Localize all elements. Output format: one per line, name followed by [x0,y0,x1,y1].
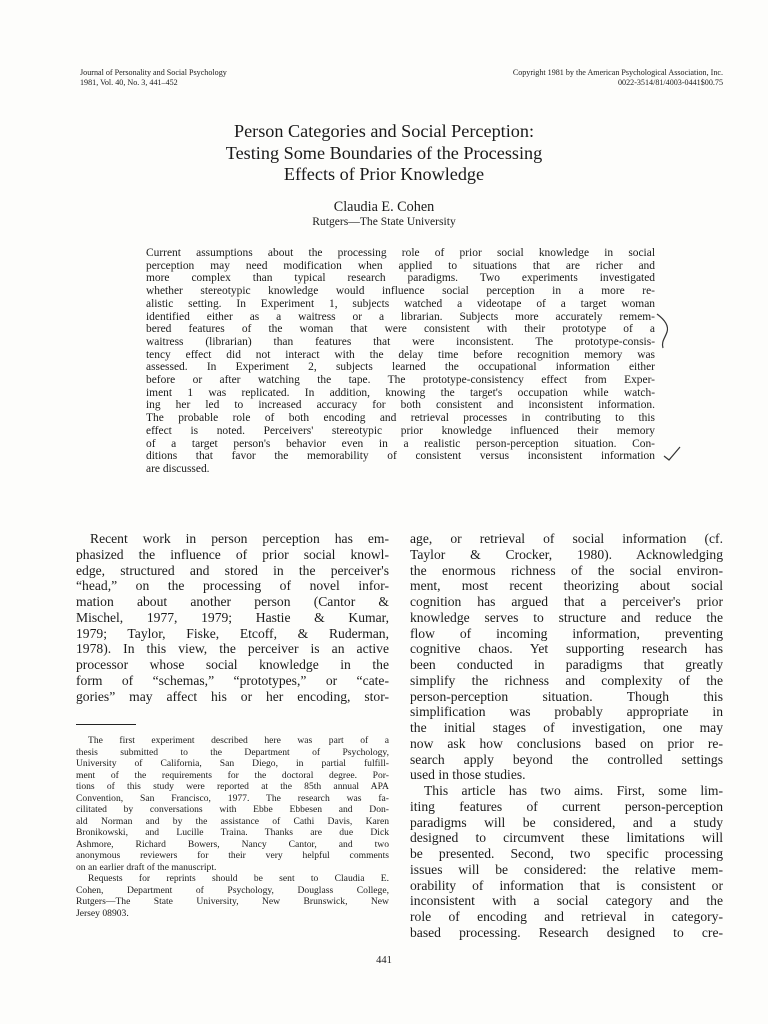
body-line: search apply beyond the controlled settings [410,751,723,767]
article-code: 0022-3514/81/4003-0441$00.75 [618,78,723,87]
abstract-line: perception may need modification when applied to situations that are richer and [146,259,655,272]
abstract-line: The probable role of both encoding and retrieval processes in contributing to this [146,412,655,425]
body-line: iting features of current person-perception [410,798,723,814]
footnote-line: Rutgers—The State University, New Brunswick, New [76,896,389,907]
body-line: the initial stages of investigation, one may [410,720,723,735]
article-title [100,121,668,186]
footnote-line: University of California, San Diego, in partial fulfill- [76,758,389,769]
body-line: 1979; Taylor, Fiske, Etcoff, & Ruderman, [76,625,389,641]
footnote-line: anonymous reviewers for their very helpful comments [76,850,389,861]
footnote-line: ald Norman and by the assistance of Cathi Davis, Karen [76,815,389,827]
title-line: Testing Some Boundaries of the Processing [225,142,543,163]
body-line: flow of incoming information, preventing [410,625,723,641]
abstract-line: assessed. In Experiment 2, subjects learned the occupational information either [146,361,655,374]
footnote-line: cilitated by conversations with Ebbe Ebbesen and Don- [76,804,389,815]
journal-volume: 1981, Vol. 40, No. 3, 441–452 [80,78,178,87]
abstract-line: bered features of the woman that were consistent with their prototype of a [146,323,655,336]
body-line: inconsistent with a social category and the [410,893,723,909]
footnote-line: The first experiment described here was part of a [88,735,389,746]
body-line: person-perception situation. Though this [410,688,723,704]
body-line: Recent work in person perception has em- [90,531,389,546]
body-column-left [76,531,389,704]
body-line: now ask how conclusions based on prior re- [410,735,723,751]
abstract-line: whether stereotypic knowledge would influence social perception in a more re- [146,285,655,298]
body-line: cognition has argued that a perceiver's prior [410,594,723,609]
body-line: orability of information that is consistent or [410,877,723,893]
footnote-line: Ashmore, Richard Bowers, Nancy Cantor, and two [76,838,389,850]
abstract-line: Current assumptions about the processing role of prior social knowledge in social [146,247,655,259]
body-line: used in those studies. [410,767,526,783]
footnote-line: Jersey 08903. [76,907,129,919]
title-line: Person Categories and Social Perception: [233,121,535,141]
body-line: “head,” on the processing of novel infor- [76,578,389,594]
footnote-divider [76,724,136,725]
body-line: Taylor & Crocker, 1980). Acknowledging [410,546,723,562]
abstract-line: before or after watching the tape. The prototype-consistency effect from Exper- [146,374,655,387]
body-line: ment, most recent theorizing about social [410,578,723,594]
body-line: form of “schemas,” “prototypes,” or “cate- [76,672,389,688]
abstract-line: ditions that favor the memorability of consistent versus inconsistent information [146,450,655,463]
body-column-right [410,531,723,941]
copyright-line: Copyright 1981 by the American Psychological Association, Inc. [512,68,723,77]
body-line: mation about another person (Cantor & [76,594,389,609]
body-line: processor whose social knowledge in the [76,657,389,672]
handwritten-bracket-mark [655,312,675,352]
author-affiliation: Rutgers—The State University [312,215,456,228]
author-name: Claudia E. Cohen [333,199,435,215]
journal-name: Journal of Personality and Social Psychology [80,68,227,77]
body-line: phasized the influence of prior social knowl- [76,546,389,562]
body-line: role of encoding and retrieval in category- [410,909,723,924]
body-line: simplify the richness and complexity of the [410,672,723,688]
body-line: 1978). In this view, the perceiver is an active [76,641,389,657]
abstract-line: tency effect did not interact with the delay time before recognition memory was [146,348,655,361]
footnote-line: ment of the requirements for the doctoral degree. Por- [76,769,389,781]
body-line: paradigms will be considered, and a study [410,814,723,830]
body-line: cognitive chaos. Yet supporting research has [410,641,723,657]
abstract-line: alistic setting. In Experiment 1, subjects watched a videotape of a target woman [146,297,655,310]
body-line: been conducted in paradigms that greatly [410,657,723,672]
footnote-line: Bronikowski, and Lucille Traina. Thanks are due Dick [76,827,389,838]
footnote-line: Cohen, Department of Psychology, Douglass College, [76,884,389,896]
handwritten-check-mark [662,444,682,464]
abstract-line: of a target person's behavior even in a realistic person-perception situation. Con- [146,437,655,450]
title-line: Effects of Prior Knowledge [283,164,485,184]
abstract [146,247,655,476]
footnote-line: Convention, San Francisco, 1977. The research was fa- [76,792,389,804]
body-line: simplification was probably appropriate in [410,704,723,720]
body-line: edge, structured and stored in the perceiver's [76,562,389,578]
footnote-line: Requests for reprints should be sent to Claudia E. [88,873,389,884]
abstract-line: waitress (librarian) than features that were inconsistent. The prototype-consis- [146,335,655,348]
abstract-line: identified either as a waitress or a librarian. Subjects more accurately remem- [146,310,655,323]
body-line: age, or retrieval of social information (cf. [410,531,723,546]
footnote-line: tions of this study were reported at the 85th annual APA [76,781,389,792]
body-line: knowledge serves to structure and reduce the [410,609,723,625]
body-line: issues will be considered: the relative mem- [410,861,723,877]
footnote-line: on an earlier draft of the manuscript. [76,861,217,873]
body-line: designed to circumvent these limitations will [410,830,723,846]
body-line: be presented. Second, two specific processing [410,846,723,861]
journal-citation [80,68,227,88]
page-number: 441 [376,955,392,966]
body-line: This article has two aims. First, some lim- [424,783,723,798]
copyright-notice [513,68,723,88]
abstract-line: effect is noted. Perceivers' stereotypic prior knowledge influenced their memory [146,424,655,437]
body-line: based processing. Research designed to cre- [410,924,723,940]
abstract-line: iment 1 was replicated. In addition, knowing the target's occupation while watch- [146,386,655,399]
body-line: the enormous richness of the social environ- [410,562,723,578]
footnote-line: thesis submitted to the Department of Psychology, [76,746,389,758]
body-line: gories” may affect his or her encoding, stor- [76,688,389,704]
abstract-line: are discussed. [146,462,210,475]
footnote [76,735,389,919]
abstract-line: more complex than typical research paradigms. Two experiments investigated [146,272,655,285]
body-line: Mischel, 1977, 1979; Hastie & Kumar, [76,609,389,625]
abstract-line: ing her led to increased accuracy for both consistent and inconsistent information. [146,399,655,412]
